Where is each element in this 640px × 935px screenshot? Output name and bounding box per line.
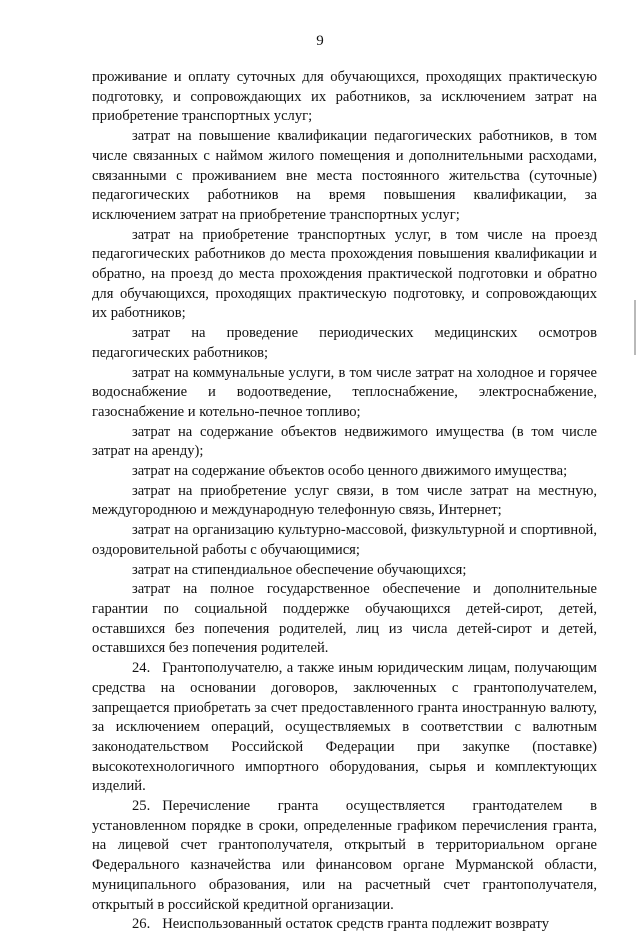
paragraph-text: Неиспользованный остаток средств гранта подлежит возврату <box>162 916 549 933</box>
paragraph-number: 24. <box>132 660 151 677</box>
paragraph <box>92 364 597 423</box>
paragraph-text: Перечисление гранта осуществляется грантодателем в установленном порядке в сроки, определенные графиком перечисления гранта, на лицевой счет грантополучателя, открытый в территориальном органе Федерального казначейства или финансовом органе Мурманской области, муниципального образования, или на расчетный счет грантополучателя, открытый в российской кредитной организации. <box>92 798 597 913</box>
paragraph-text: затрат на содержание объектов особо ценного движимого имущества; <box>132 463 568 480</box>
paragraph-text: затрат на повышение квалификации педагогических работников, в том числе связанных с наймом жилого помещения и дополнительными расходами, связанными с проживанием вне места постоянного жительства (суточные) педагогических работников на время повышения квалификации, за исключением затрат на приобретение транспортных услуг; <box>92 128 597 223</box>
paragraph <box>92 462 597 482</box>
paragraph-text: проживание и оплату суточных для обучающихся, проходящих практическую подготовку, и сопровождающих их работников, за исключением затрат на приобретение транспортных услуг; <box>92 69 597 125</box>
paragraph-text: затрат на стипендиальное обеспечение обучающихся; <box>132 561 467 578</box>
paragraph <box>92 68 597 127</box>
paragraph-text: затрат на полное государственное обеспечение и дополнительные гарантии по социальной поддержке обучающихся детей-сирот, детей, оставшихся без попечения родителей, лиц из числа детей-сирот и детей, оставшихся без попечения родителей. <box>92 581 597 657</box>
paragraph-number: 25. <box>132 798 151 815</box>
numbered-paragraph-24 <box>92 659 597 797</box>
page-number: 9 <box>316 33 324 49</box>
paragraph <box>92 580 597 659</box>
paragraph <box>92 226 597 325</box>
paragraph-text: Грантополучателю, а также иным юридическим лицам, получающим средства на основании договоров, заключенных с грантополучателем, запрещается приобретать за счет предоставленного гранта иностранную валюту, за исключением операций, осуществляемых в соответствии с валютным законодательством Российской Федерации при закупке (поставке) высокотехнологичного импортного оборудования, сырья и комплектующих изделий. <box>92 660 597 795</box>
paragraph <box>92 482 597 521</box>
paragraph-text: затрат на приобретение транспортных услуг, в том числе на проезд педагогических работников до места прохождения повышения квалификации и обратно, на проезд до места прохождения практической подготовки и обратно для обучающихся, проходящих практическую подготовку, и сопровождающих их работников; <box>92 226 597 322</box>
numbered-paragraph-25 <box>92 797 597 915</box>
paragraph-text: затрат на приобретение услуг связи, в том числе затрат на местную, междугороднюю и международную телефонную связь, Интернет; <box>92 482 597 519</box>
paragraph-text: затрат на проведение периодических медицинских осмотров педагогических работников; <box>92 325 597 361</box>
document-body <box>92 68 597 935</box>
paragraph <box>92 324 597 363</box>
paragraph-text: затрат на коммунальные услуги, в том числе затрат на холодное и горячее водоснабжение и водоотведение, теплоснабжение, электроснабжение, газоснабжение и котельно-печное топливо; <box>92 364 597 420</box>
paragraph <box>92 561 597 581</box>
paragraph-text: затрат на организацию культурно-массовой, физкультурной и спортивной, оздоровительной работы с обучающимися; <box>92 522 597 558</box>
paragraph <box>92 521 597 560</box>
paragraph-number: 26. <box>132 916 151 933</box>
paragraph-text: затрат на содержание объектов недвижимого имущества (в том числе затрат на аренду); <box>92 423 597 460</box>
numbered-paragraph-26 <box>92 915 597 935</box>
paragraph <box>92 127 597 226</box>
scan-edge-mark <box>634 300 636 355</box>
paragraph <box>92 423 597 462</box>
